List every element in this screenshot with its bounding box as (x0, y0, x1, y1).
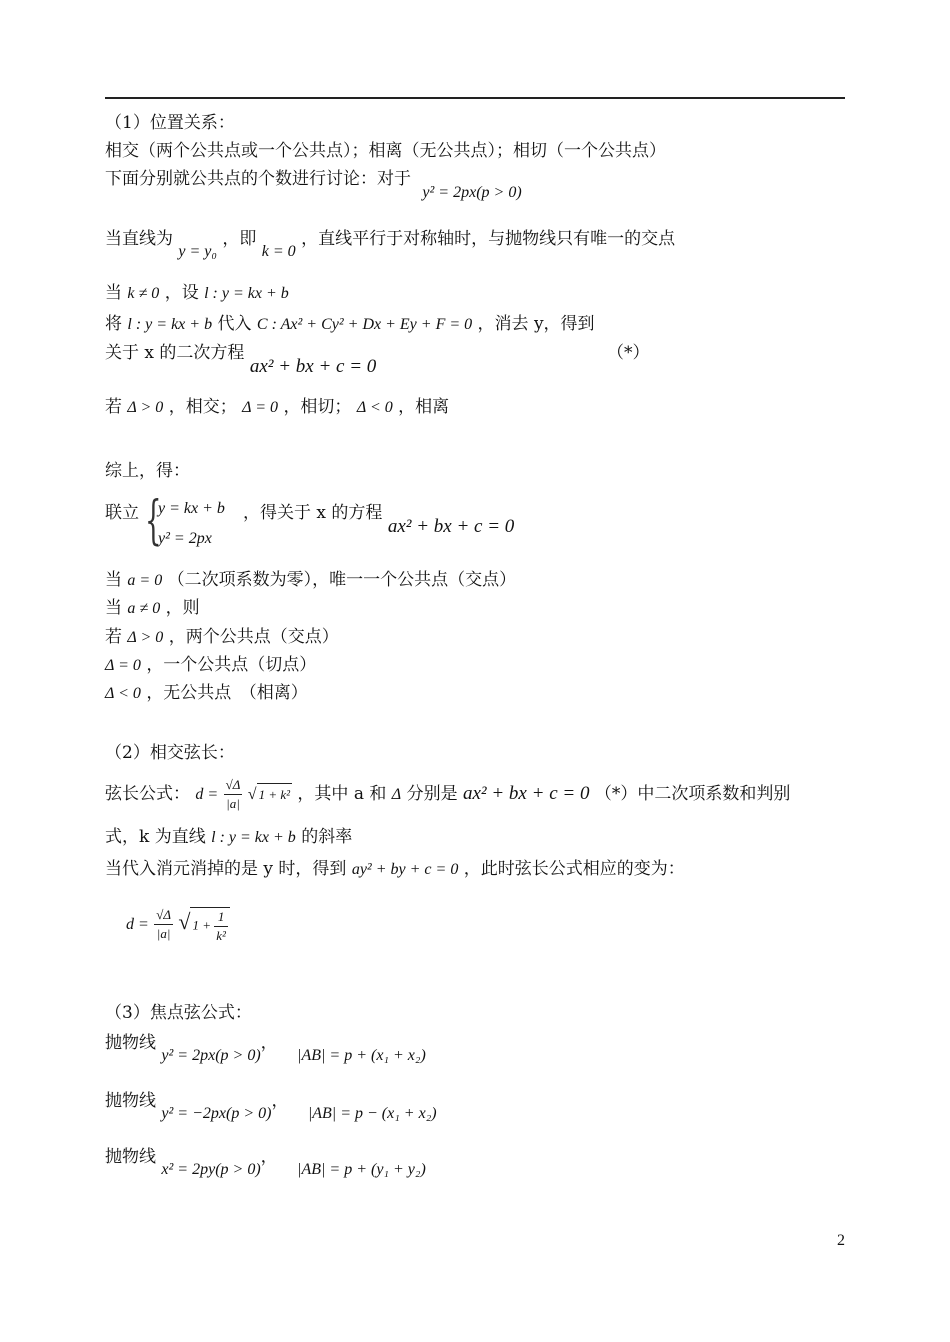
system-equation-1: y = kx + b (158, 500, 225, 517)
text-segment: ，一个公共点（切点） (146, 655, 317, 675)
fraction-numerator: √Δ (224, 776, 243, 795)
quadratic-line (105, 342, 377, 377)
focal-chord-formula: |AB| = p + (x₁ + x₂) (297, 1047, 426, 1064)
text-segment: 关于 x 的二次方程 (105, 343, 245, 363)
system-equation-2: y² = 2px (158, 530, 212, 547)
section-2-heading: （2）相交弦长： (105, 743, 235, 763)
text-segment: ，直线平行于对称轴时，与抛物线只有唯一的交点 (301, 229, 676, 249)
system-brace: { (145, 491, 162, 551)
case-a-zero (105, 569, 516, 592)
section-1-heading: （1）位置关系： (105, 113, 235, 133)
parabola-equation: x² = 2py(p > 0) (161, 1161, 261, 1178)
chord-length-formula (105, 776, 790, 813)
text-segment: 当 (105, 283, 122, 303)
text-segment: ，相切； (283, 397, 352, 417)
case-a-nonzero (105, 597, 200, 620)
comma: ， (260, 1147, 278, 1167)
math-expression: ay² + by + c = 0 (351, 861, 459, 878)
discriminant-cases (105, 396, 449, 419)
chord-length-formula-y (126, 906, 230, 945)
text-segment: ，设 (164, 283, 199, 303)
fraction-denominator: |a| (156, 926, 171, 941)
math-expression: Δ (391, 786, 402, 803)
sqrt-sign: √ (247, 786, 257, 803)
text-segment: ，则 (165, 598, 200, 618)
text-segment: ，相交； (168, 397, 237, 417)
page-number: 2 (837, 1232, 845, 1249)
discussion-intro (105, 168, 522, 201)
text-segment: ，消去 y，得到 (477, 314, 595, 334)
sqrt-content: 1 + k² (257, 783, 292, 806)
math-expression: a ≠ 0 (127, 600, 161, 617)
text-segment: ，两个公共点（交点） (168, 627, 339, 647)
focal-chord-formula: |AB| = p + (y₁ + y₂) (297, 1161, 426, 1178)
text-segment: 式，k 为直线 (105, 827, 206, 847)
parabola-equation: y² = 2px(p > 0) (422, 184, 522, 201)
slope-note (105, 826, 352, 849)
summary-heading: 综上，得： (105, 461, 190, 481)
conic-equation: C : Ax² + Cy² + Dx + Ey + F = 0 (256, 316, 473, 333)
text-segment: （二次项系数为零），唯一一个公共点（交点） (167, 570, 517, 590)
text-segment: ，得关于 x 的方程 (243, 503, 383, 523)
y-elimination-note (105, 858, 685, 881)
text-segment: 1 + (192, 917, 211, 932)
text-segment: ，无公共点 （相离） (146, 683, 308, 703)
system-result (243, 502, 515, 537)
position-relations-text: 相交（两个公共点或一个公共点）；相离（无公共点）；相切（一个公共点） (105, 141, 666, 161)
math-expression: d = (126, 916, 149, 933)
math-expression: l : y = kx + b (211, 829, 296, 846)
focal-chord-row-3 (105, 1146, 426, 1178)
math-expression: l : y = kx + b (204, 285, 289, 302)
text-segment: ，相离 (398, 397, 450, 417)
quadratic-equation: ax² + bx + c = 0 (462, 783, 590, 804)
math-expression: l : y = kx + b (127, 316, 213, 333)
comma: ， (260, 1033, 278, 1053)
math-expression: d = (195, 786, 219, 803)
quadratic-equation: ax² + bx + c = 0 (387, 516, 515, 537)
focal-chord-formula: |AB| = p − (x₁ + x₂) (307, 1105, 437, 1122)
text-segment: 当 (105, 570, 122, 590)
fraction (214, 908, 228, 945)
text-segment: 分别是 (406, 784, 458, 804)
fraction-numerator: √Δ (154, 906, 173, 925)
row-label: 抛物线 (105, 1033, 156, 1053)
math-expression: Δ < 0 (105, 685, 141, 702)
header-rule (105, 97, 845, 99)
comma: ， (271, 1091, 289, 1111)
section-3-heading: （3）焦点弦公式： (105, 1003, 252, 1023)
text-segment: 若 (105, 627, 122, 647)
case-delta-zero (105, 654, 316, 677)
fraction-numerator: 1 (214, 908, 228, 927)
math-expression: Δ > 0 (127, 399, 164, 416)
math-expression: Δ = 0 (105, 657, 141, 674)
case-delta-negative (105, 682, 308, 705)
text-segment: 弦长公式： (105, 784, 190, 804)
text-segment: ，其中 a 和 (297, 784, 387, 804)
star-marker: （*） (607, 343, 650, 363)
text-segment: 的斜率 (301, 827, 353, 847)
row-label: 抛物线 (105, 1147, 156, 1167)
fraction-denominator: k² (216, 927, 226, 943)
fraction (224, 776, 243, 813)
math-expression: y = y₀ (178, 243, 217, 260)
parallel-line-case (105, 228, 676, 260)
text-segment: ，即 (222, 229, 257, 249)
math-expression: Δ > 0 (127, 629, 164, 646)
focal-chord-row-1 (105, 1032, 426, 1064)
fraction-denominator: |a| (226, 796, 240, 811)
nonzero-slope-case (105, 282, 289, 305)
text-segment: 当代入消元消掉的是 y 时，得到 (105, 859, 347, 879)
lianli-label: 联立 (105, 503, 139, 523)
text-segment: 当 (105, 598, 122, 618)
discussion-text: 下面分别就公共点的个数进行讨论：对于 (105, 169, 411, 189)
text-segment: 若 (105, 397, 122, 417)
text-segment: 当直线为 (105, 229, 173, 249)
text-segment: ，此时弦长公式相应的变为： (463, 859, 685, 879)
math-expression: Δ = 0 (242, 399, 279, 416)
case-delta-positive (105, 626, 339, 649)
text-segment: （*）中二次项系数和判别 (594, 784, 791, 804)
text-segment: 代入 (217, 314, 252, 334)
math-expression: Δ < 0 (356, 399, 393, 416)
sqrt-content (190, 907, 229, 945)
row-label: 抛物线 (105, 1091, 156, 1111)
text-segment: 将 (105, 314, 122, 334)
substitution-line (105, 313, 595, 336)
math-expression: a = 0 (127, 572, 163, 589)
parabola-equation: y² = −2px(p > 0) (161, 1105, 272, 1122)
math-expression: k ≠ 0 (127, 285, 160, 302)
math-expression: k = 0 (261, 243, 296, 260)
focal-chord-row-2 (105, 1090, 437, 1122)
fraction (154, 906, 173, 943)
quadratic-equation: ax² + bx + c = 0 (249, 356, 377, 377)
sqrt-sign: √ (178, 909, 191, 934)
parabola-equation: y² = 2px(p > 0) (161, 1047, 261, 1064)
